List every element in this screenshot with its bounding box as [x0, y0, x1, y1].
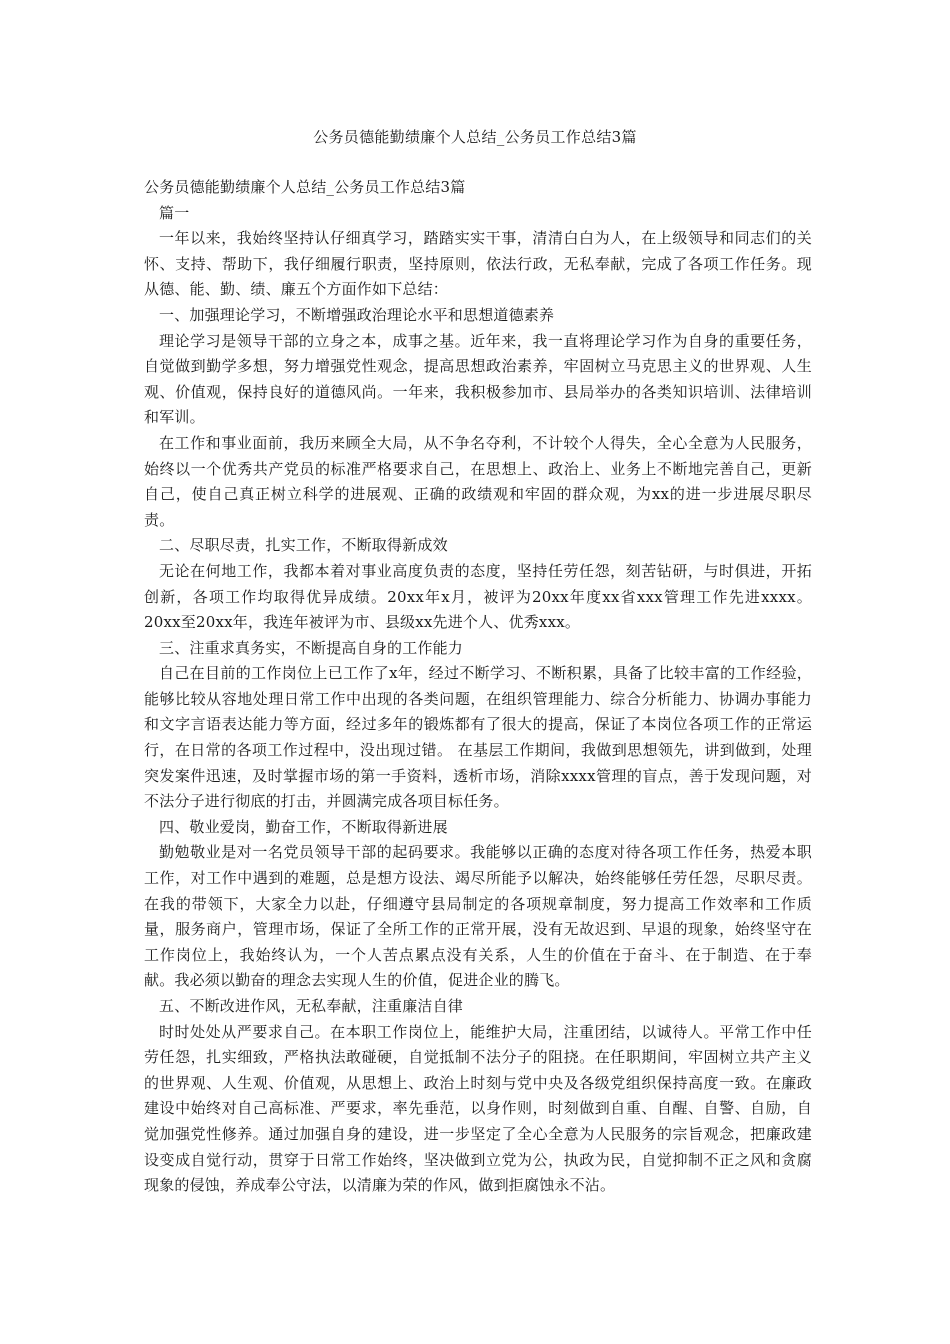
page-title: 公务员德能勤绩廉个人总结_公务员工作总结3篇 — [313, 128, 637, 146]
section-heading-4: 四、敬业爱岗，勤奋工作，不断取得新进展 — [159, 817, 448, 836]
paragraph: 理论学习是领导干部的立身之本，成事之基。近年来，我一直将理论学习作为自身的重要任务，自觉做到勤学多想，努力增强党性观念，提高思想政治素养，牢固树立马克思主义的世界观、人生观、价值观，保持良好的道德风尚。一年来，我积极参加市、县局举办的各类知识培训、法律培训和军训。 — [144, 331, 812, 427]
paragraph: 勤勉敬业是对一名党员领导干部的起码要求。我能够以正确的态度对待各项工作任务，热爱本职工作，对工作中遇到的难题，总是想方设法、竭尽所能予以解决，始终能够任劳任怨，尽职尽责。在我的带领下，大家全力以赴，仔细遵守县局制定的各项规章制度，努力提高工作效率和工作质量，服务商户，管理市场，保证了全所工作的正常开展，没有无故迟到、早退的现象，始终坚守在工作岗位上，我始终认为，一个人苦点累点没有关系，人生的价值在于奋斗、在于制造、在于奉献。我必须以勤奋的理念去实现人生的价值，促进企业的腾飞。 — [144, 843, 812, 990]
part-label: 篇一 — [159, 203, 190, 222]
paragraph: 时时处处从严要求自己。在本职工作岗位上，能维护大局，注重团结，以诚待人。平常工作中任劳任怨，扎实细致，严格执法敢碰硬，自觉抵制不法分子的阻挠。在任职期间，牢固树立共产主义的世界观、人生观、价值观，从思想上、政治上时刻与党中央及各级党组织保持高度一致。在廉政建设中始终对自己高标准、严要求，率先垂范，以身作则，时刻做到自重、自醒、自警、自励，自觉加强党性修养。通过加强自身的建设，进一步坚定了全心全意为人民服务的宗旨观念，把廉政建设变成自觉行动，贯穿于日常工作始终，坚决做到立党为公，执政为民，自觉抑制不正之风和贪腐现象的侵蚀，养成奉公守法，以清廉为荣的作风，做到拒腐蚀永不沾。 — [144, 1022, 812, 1195]
document-body — [144, 175, 812, 1199]
paragraph-intro: 一年以来，我始终坚持认仔细真学习，踏踏实实干事，清清白白为人，在上级领导和同志们的关怀、支持、帮助下，我仔细履行职责，坚持原则，依法行政，无私奉献，完成了各项工作任务。现从德、能、勤、绩、廉五个方面作如下总结： — [144, 229, 812, 299]
section-heading-3: 三、注重求真务实，不断提高自身的工作能力 — [159, 638, 464, 657]
section-heading-2: 二、尽职尽责，扎实工作，不断取得新成效 — [159, 536, 448, 555]
paragraph: 无论在何地工作，我都本着对事业高度负责的态度，坚持任劳任怨，刻苦钻研，与时俱进，开拓创新，各项工作均取得优异成绩。20xx年x月，被评为20xx年度xx省xxx管理工作先进xxxx。20xx至20xx年，我连年被评为市、县级xx先进个人、优秀xxx。 — [144, 561, 812, 632]
document-subtitle: 公务员德能勤绩廉个人总结_公务员工作总结3篇 — [144, 178, 466, 196]
paragraph: 自己在目前的工作岗位上已工作了x年，经过不断学习、不断积累，具备了比较丰富的工作经验，能够比较从容地处理日常工作中出现的各类问题，在组织管理能力、综合分析能力、协调办事能力和文字言语表达能力等方面，经过多年的锻炼都有了很大的提高，保证了本岗位各项工作的正常运行，在日常的各项工作过程中，没出现过错。 在基层工作期间，我做到思想领先，讲到做到，处理突发案件迅速，及时掌握市场的第一手资料，透析市场，消除xxxx管理的盲点，善于发现问题，对不法分子进行彻底的打击，并圆满完成各项目标任务。 — [144, 664, 812, 811]
section-heading-5: 五、不断改进作风，无私奉献，注重廉洁自律 — [159, 997, 464, 1015]
paragraph: 在工作和事业面前，我历来顾全大局，从不争名夺利，不计较个人得失，全心全意为人民服务，始终以一个优秀共产党员的标准严格要求自己，在思想上、政治上、业务上不断地完善自己，更新自己，使自己真正树立科学的进展观、正确的政绩观和牢固的群众观，为xx的进一步进展尽职尽责。 — [144, 433, 812, 529]
section-heading-1: 一、加强理论学习，不断增强政治理论水平和思想道德素养 — [159, 305, 555, 324]
